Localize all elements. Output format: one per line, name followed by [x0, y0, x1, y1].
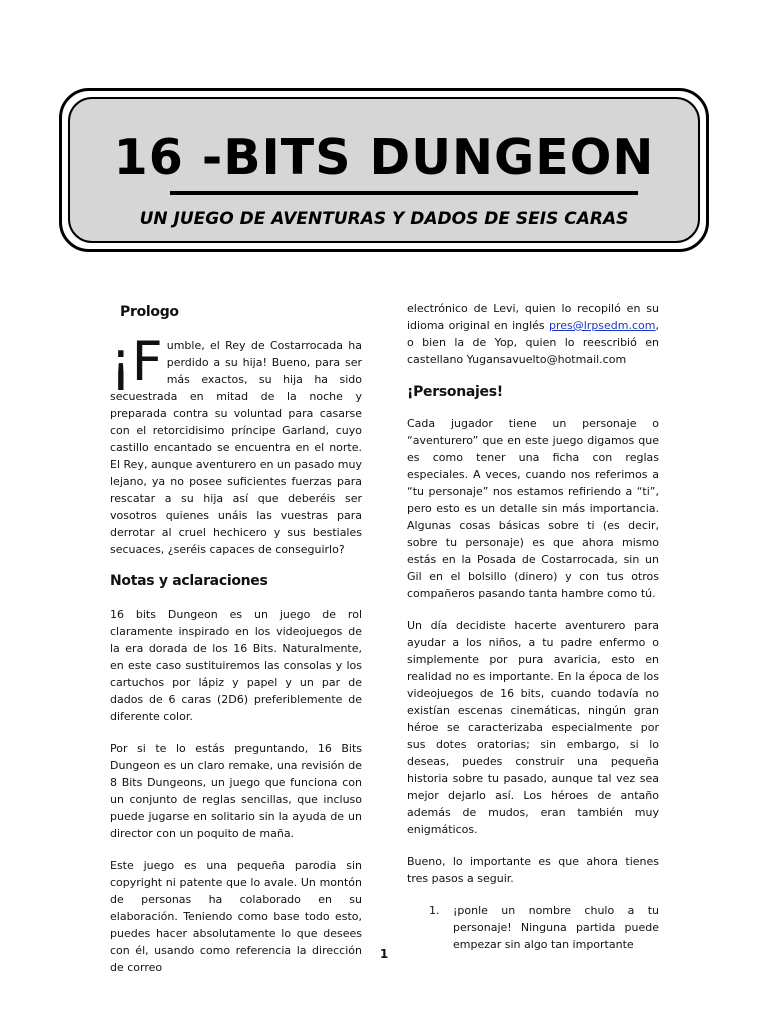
personajes-paragraph-3: Bueno, lo importante es que ahora tienes tres pasos a seguir. — [407, 855, 659, 885]
notas-paragraph-3: Este juego es una pequeña parodia sin copyright ni patente que lo avale. Un montón de personas ha colaborado en su elaboración. Teniendo como base todo esto, puedes hacer absolutamente lo que desees con él, usando como referencia la dirección de correo — [110, 859, 362, 974]
continuation-paragraph — [407, 300, 659, 368]
document-title: 16 -BITS DUNGEON — [113, 129, 655, 186]
list-item-text: ¡ponle un nombre chulo a tu personaje! Ninguna partida puede empezar sin algo tan importante — [453, 904, 659, 951]
notas-paragraph-1: 16 bits Dungeon es un juego de rol claramente inspirado en los videojuegos de la era dorada de los 16 Bits. Naturalmente, en este caso sustituiremos las consolas y los cartuchos por lápiz y papel y un par de dados de 6 caras (2D6) preferiblemente de diferente color. — [110, 608, 362, 723]
prologo-text: umble, el Rey de Costarrocada ha perdido a su hija! Bueno, para ser más exactos, su hija ha sido secuestrada en mitad de la noche y preparada contra su voluntad para casarse con el retorcidisimo príncipe Garland, cuyo castillo encantado se encuentra en el norte. El Rey, aunque aventurero en un pasado muy lejano, ya no posee suficientes fuerzas para rescatar a su hija así que deberéis ser vosotros quienes unáis las vuestras para derrotar al cruel hechicero y sus bestiales secuaces, ¿seréis capaces de conseguirlo? — [110, 339, 362, 556]
left-column — [110, 298, 362, 991]
prologo-paragraph — [110, 330, 362, 558]
page-number: 1 — [379, 947, 389, 961]
continuation-text-after: , o bien la de Yop, quien lo reescribió en castellano Yugansavuelto@hotmail.com — [407, 319, 659, 366]
personajes-paragraph-2: Un día decidiste hacerte aventurero para ayudar a los niños, a tu padre enfermo o simplemente por pura avaricia, esto en realidad no es importante. En la época de los videojuegos de 16 bits, cuando todavía no existían escenas cinemáticas, ningún gran héroe se caracterizaba especialmente por sus dotes oratorias; sin embargo, si lo deseas, puedes construir una pequeña historia sobre tu pasado, aunque tal vez sea mejor dejarlo así. Los héroes de antaño además de mudos, eran también muy enigmáticos. — [407, 619, 659, 836]
right-column — [407, 300, 659, 953]
notas-heading: Notas y aclaraciones — [110, 573, 268, 589]
personajes-heading: ¡Personajes! — [407, 384, 503, 400]
prologo-heading: Prologo — [120, 304, 179, 320]
personajes-paragraph-1: Cada jugador tiene un personaje o “aventurero” que en este juego digamos que es como tener una ficha con reglas especiales. A veces, cuando nos referimos a “tu personaje” nos estamos refiriendo a “ti”, pero esto es un detalle sin más importancia. Algunas cosas básicas sobre ti (es decir, sobre tu personaje) es que ahora mismo estás en la Posada de Costarrocada, sin un Gil en el bolsillo (dinero) y con tus otros compañeros pasando tanta hambre como tú. — [407, 417, 659, 600]
steps-list — [407, 902, 659, 953]
notas-paragraph-2: Por si te lo estás preguntando, 16 Bits Dungeon es un claro remake, una revisión de 8 Bits Dungeons, un juego que funciona con un conjunto de reglas sencillas, que incluso puede jugarse en solitario sin la ayuda de un director con un poquito de maña. — [110, 742, 362, 840]
drop-cap: ¡F — [110, 330, 163, 393]
title-banner — [59, 88, 709, 252]
continuation-text-before: electrónico de Levi, quien lo recopiló en su idioma original en inglés — [407, 302, 659, 332]
document-subtitle: UN JUEGO DE AVENTURAS Y DADOS DE SEIS CARAS — [139, 209, 629, 229]
list-item-number: 1. — [429, 904, 440, 917]
title-banner-inner — [68, 97, 700, 243]
list-item — [407, 902, 659, 953]
title-underline — [170, 191, 638, 195]
email-link[interactable]: pres@lrpsedm.com — [548, 319, 656, 332]
